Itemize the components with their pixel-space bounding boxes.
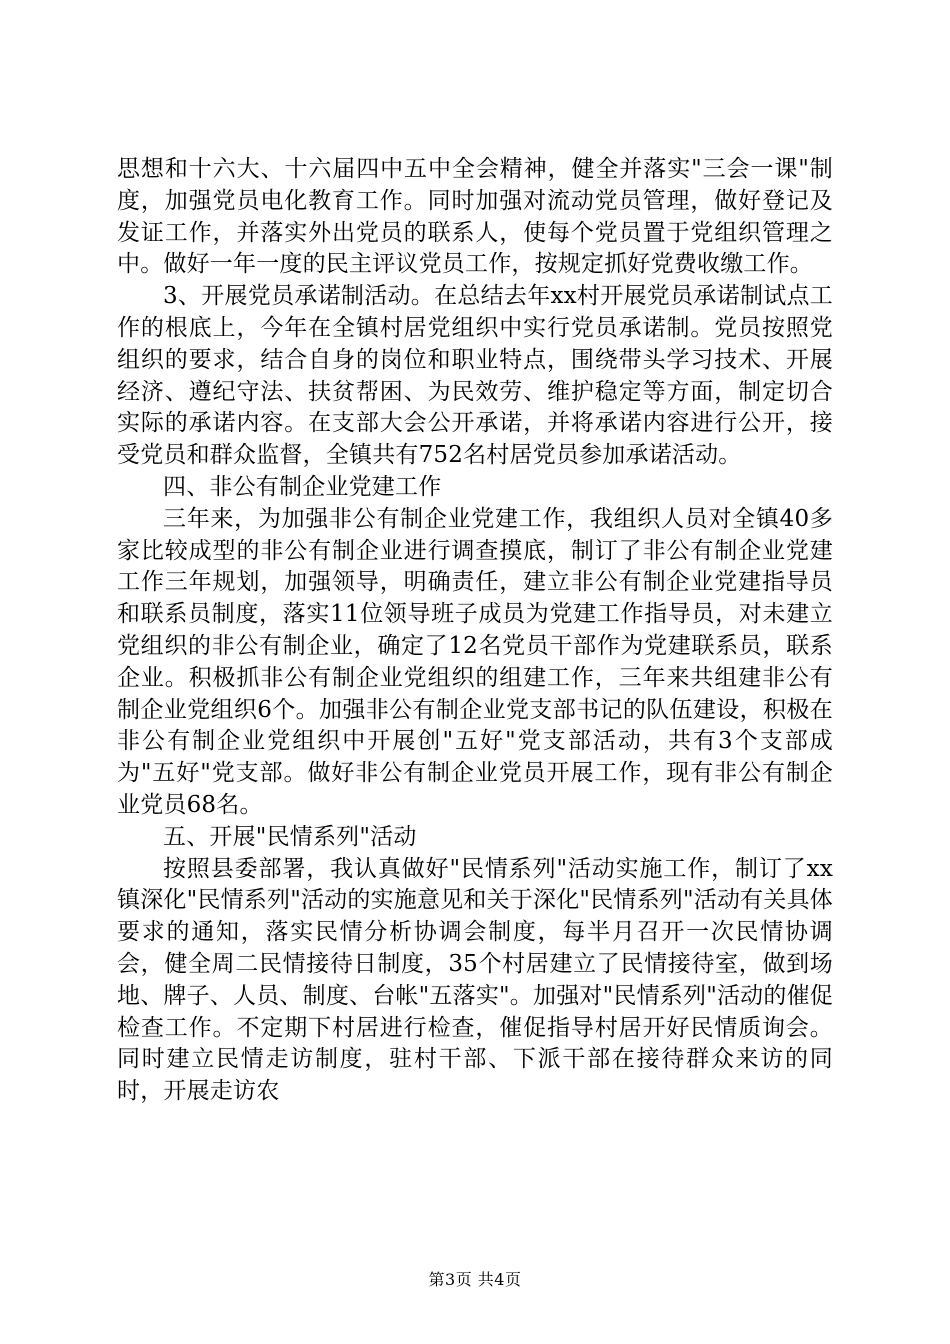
paragraph-6: 按照县委部署，我认真做好"民情系列"活动实施工作，制订了xx镇深化"民情系列"活动的实施意见和关于深化"民情系列"活动有关具体要求的通知，落实民情分析协调会制度，每半月召开一次民情协调会，健全周二民情接待日制度，35个村居建立了民情接待室，做到场地、牌子、人员、制度、台帐"五落实"。加强对"民情系列"活动的催促检查工作。不定期下村居进行检查，催促指导村居开好民情质询会。同时建立民情走访制度，驻村干部、下派干部在接待群众来访的同时，开展走访农 [117,855,833,1105]
page-number-footer: 第3页 共4页 [428,1270,522,1289]
section-heading-5: 五、开展"民情系列"活动 [163,823,417,850]
document-body [117,154,833,1108]
section-heading-4: 四、非公有制企业党建工作 [163,473,442,500]
paragraph-4: 三年来，为加强非公有制企业党建工作，我组织人员对全镇40多家比较成型的非公有制企业进行调查摸底，制订了非公有制企业党建工作三年规划，加强领导，明确责任，建立非公有制企业党建指导员和联系员制度，落实11位领导班子成员为党建工作指导员，对未建立党组织的非公有制企业，确定了12名党员干部作为党建联系员，联系企业。积极抓非公有制企业党组织的组建工作，三年来共组建非公有制企业党组织6个。加强非公有制企业党支部书记的队伍建设，积极在非公有制企业党组织中开展创"五好"党支部活动，共有3个支部成为"五好"党支部。做好非公有制企业党员开展工作，现有非公有制企业党员68名。 [117,505,833,818]
paragraph-1: 思想和十六大、十六届四中五中全会精神，健全并落实"三会一课"制度，加强党员电化教育工作。同时加强对流动党员管理，做好登记及发证工作，并落实外出党员的联系人，使每个党员置于党组织管理之中。做好一年一度的民主评议党员工作，按规定抓好党费收缴工作。 [117,156,833,278]
paragraph-2: 3、开展党员承诺制活动。在总结去年xx村开展党员承诺制试点工作的根底上，今年在全镇村居党组织中实行党员承诺制。党员按照党组织的要求，结合自身的岗位和职业特点，围绕带头学习技术、开展经济、遵纪守法、扶贫帮困、为民效劳、维护稳定等方面，制定切合实际的承诺内容。在支部大会公开承诺，并将承诺内容进行公开，接受党员和群众监督，全镇共有752名村居党员参加承诺活动。 [117,283,833,469]
